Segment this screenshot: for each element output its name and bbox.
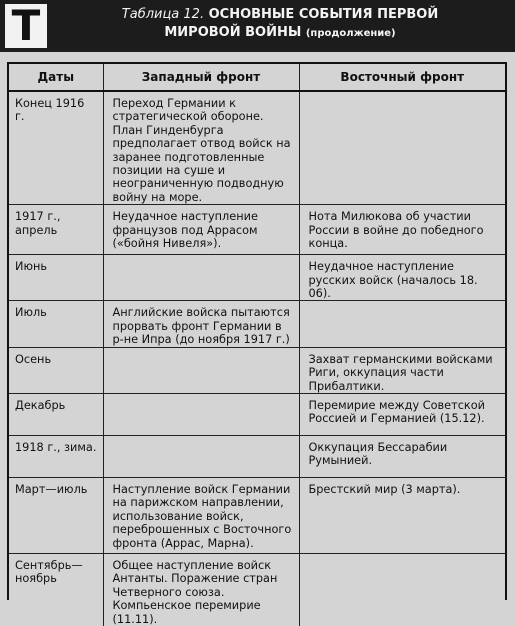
western-front-cell bbox=[103, 347, 299, 393]
date-cell: Осень bbox=[9, 347, 103, 393]
table-row bbox=[9, 435, 505, 477]
table-row bbox=[9, 553, 505, 626]
events-table-frame bbox=[7, 62, 507, 626]
eastern-front-cell: Неудачное наступление русских войск (началось 18. 06). bbox=[299, 255, 505, 301]
western-front-cell bbox=[103, 393, 299, 435]
western-front-cell: Неудачное наступление французов под Аррасом («бойня Нивеля»). bbox=[103, 205, 299, 255]
eastern-front-cell: Нота Милюкова об участии России в войне до победного конца. bbox=[299, 205, 505, 255]
table-row bbox=[9, 205, 505, 255]
continued-label: (продолжение) bbox=[305, 28, 396, 39]
eastern-front-cell: Брестский мир (3 марта). bbox=[299, 477, 505, 553]
table-row bbox=[9, 301, 505, 347]
western-front-cell: Общее наступление войск Антанты. Поражение стран Четверного союза. Компьенское перемирие (11.11). bbox=[103, 553, 299, 626]
table-title bbox=[60, 6, 500, 43]
date-cell: 1918 г., зима. bbox=[9, 435, 103, 477]
table-row bbox=[9, 91, 505, 205]
eastern-front-cell: Перемирие между Советской Россией и Германией (15.12). bbox=[299, 393, 505, 435]
eastern-front-cell bbox=[299, 553, 505, 626]
table-row bbox=[9, 347, 505, 393]
western-front-cell: Переход Германии к стратегической обороне. План Гинденбурга предполагает отвод войск на заранее подготовленные позиции на суше и неограниченную подводную войну на море. bbox=[103, 91, 299, 205]
eastern-front-cell bbox=[299, 301, 505, 347]
events-table bbox=[9, 64, 505, 626]
western-front-cell bbox=[103, 435, 299, 477]
column-header-dates: Даты bbox=[9, 64, 103, 91]
table-row bbox=[9, 477, 505, 553]
section-letter-badge: Т bbox=[5, 4, 47, 48]
eastern-front-cell: Захват германскими войсками Риги, оккупация части Прибалтики. bbox=[299, 347, 505, 393]
western-front-cell: Наступление войск Германии на парижском направлении, использование войск, переброшенных с Восточного фронта (Аррас, Марна). bbox=[103, 477, 299, 553]
date-cell: 1917 г., апрель bbox=[9, 205, 103, 255]
date-cell: Сентябрь—ноябрь bbox=[9, 553, 103, 626]
date-cell: Март—июль bbox=[9, 477, 103, 553]
eastern-front-cell bbox=[299, 91, 505, 205]
title-line-2: МИРОВОЙ ВОЙНЫ bbox=[164, 25, 302, 40]
date-cell: Конец 1916 г. bbox=[9, 91, 103, 205]
table-number: Таблица 12. bbox=[121, 7, 205, 22]
date-cell: Декабрь bbox=[9, 393, 103, 435]
table-header-banner bbox=[0, 0, 515, 52]
column-header-western-front: Западный фронт bbox=[103, 64, 299, 91]
date-cell: Июль bbox=[9, 301, 103, 347]
date-cell: Июнь bbox=[9, 255, 103, 301]
western-front-cell bbox=[103, 255, 299, 301]
title-line-1: ОСНОВНЫЕ СОБЫТИЯ ПЕРВОЙ bbox=[208, 7, 439, 22]
western-front-cell: Английские войска пытаются прорвать фронт Германии в р-не Ипра (до ноября 1917 г.) bbox=[103, 301, 299, 347]
table-row bbox=[9, 255, 505, 301]
table-row bbox=[9, 393, 505, 435]
eastern-front-cell: Оккупация Бессарабии Румынией. bbox=[299, 435, 505, 477]
table-header-row bbox=[9, 64, 505, 91]
column-header-eastern-front: Восточный фронт bbox=[299, 64, 505, 91]
